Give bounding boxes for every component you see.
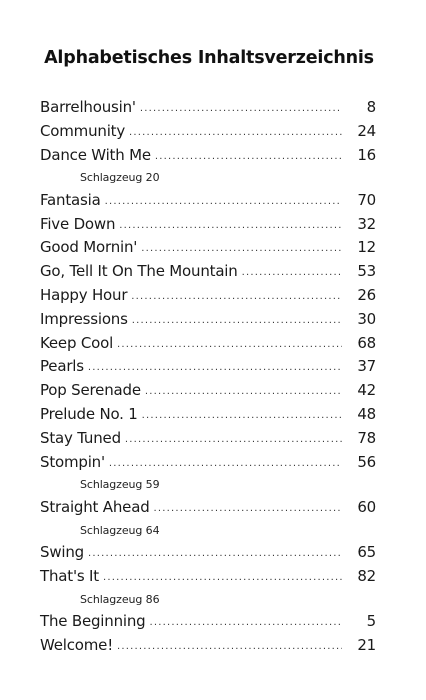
- dot-leader: [119, 214, 342, 238]
- toc-entry-title: Go, Tell It On The Mountain: [40, 262, 238, 281]
- dot-leader: [117, 333, 342, 357]
- toc-entry-title: Prelude No. 1: [40, 405, 138, 424]
- toc-entry-page-number: 26: [357, 286, 376, 305]
- toc-entry-title: Community: [40, 121, 126, 140]
- toc-entry-title: The Beginning: [40, 612, 146, 631]
- toc-entry-page-number: 53: [357, 262, 376, 281]
- toc-entry-page-number: 21: [357, 636, 376, 655]
- toc-entry: [40, 260, 376, 284]
- toc-entry: [40, 541, 376, 565]
- page-title: Alphabetisches Inhaltsverzeichnis: [44, 48, 374, 68]
- toc-entry-page-number: 16: [357, 145, 376, 164]
- toc-entry: [40, 427, 376, 451]
- toc-entry: [40, 634, 376, 658]
- dot-leader: [154, 497, 342, 521]
- toc-entry-page-number: 5: [366, 612, 376, 631]
- toc-entry-page-number: 48: [357, 405, 376, 424]
- dot-leader: [242, 261, 342, 285]
- toc-entry: [40, 236, 376, 260]
- toc-entry-page-number: 70: [357, 190, 376, 209]
- toc-entry-page-number: 37: [357, 357, 376, 376]
- toc-entry: [40, 451, 376, 475]
- toc-entry-page-number: 60: [357, 497, 376, 516]
- toc-entry-page-number: 32: [357, 214, 376, 233]
- toc-entry: [40, 379, 376, 403]
- toc-entry: [40, 96, 376, 120]
- table-of-contents: [40, 96, 376, 658]
- toc-entry-page-number: 8: [366, 98, 376, 116]
- toc-entry: [40, 213, 376, 237]
- toc-entry-title: Straight Ahead: [40, 497, 150, 516]
- toc-entry: [40, 610, 376, 634]
- toc-entry-page-number: 12: [357, 238, 376, 257]
- toc-entry: [40, 308, 376, 332]
- toc-sub-entry: Schlagzeug 86: [80, 592, 160, 606]
- toc-entry-page-number: 78: [357, 428, 376, 447]
- toc-entry-title: That's It: [40, 567, 99, 586]
- toc-entry-title: Pop Serenade: [40, 381, 141, 400]
- toc-entry-page-number: 68: [357, 333, 376, 352]
- toc-entry-title: Impressions: [40, 309, 128, 328]
- toc-entry: [40, 565, 376, 589]
- dot-leader: [140, 97, 342, 121]
- toc-sub-entry: Schlagzeug 20: [80, 171, 160, 185]
- dot-leader: [103, 566, 342, 590]
- dot-leader: [105, 190, 342, 214]
- toc-entry: [40, 403, 376, 427]
- dot-leader: [131, 285, 342, 309]
- toc-entry-page-number: 82: [357, 567, 376, 586]
- toc-entry: [40, 284, 376, 308]
- toc-entry: [40, 144, 376, 168]
- dot-leader: [109, 452, 342, 476]
- toc-entry: [40, 189, 376, 213]
- toc-entry-title: Welcome!: [40, 636, 114, 655]
- dot-leader: [142, 404, 342, 428]
- dot-leader: [132, 309, 342, 333]
- toc-entry-page-number: 56: [357, 452, 376, 471]
- toc-entry-title: Five Down: [40, 214, 116, 233]
- toc-entry-title: Barrelhousin': [40, 98, 136, 116]
- toc-sub-entry: Schlagzeug 64: [80, 523, 160, 537]
- toc-entry: [40, 332, 376, 356]
- toc-entry-title: Good Mornin': [40, 238, 138, 257]
- dot-leader: [141, 237, 342, 261]
- toc-entry: [40, 120, 376, 144]
- dot-leader: [117, 635, 342, 659]
- toc-entry-page-number: 65: [357, 543, 376, 562]
- toc-sub-entry: Schlagzeug 59: [80, 478, 160, 492]
- dot-leader: [129, 121, 342, 145]
- toc-entry-title: Pearls: [40, 357, 84, 376]
- toc-entry: [40, 355, 376, 379]
- toc-entry-title: Dance With Me: [40, 145, 151, 164]
- toc-entry-title: Stay Tuned: [40, 428, 121, 447]
- toc-entry-title: Happy Hour: [40, 286, 128, 305]
- toc-entry-page-number: 30: [357, 309, 376, 328]
- dot-leader: [145, 380, 342, 404]
- dot-leader: [155, 145, 342, 169]
- toc-entry-page-number: 24: [357, 121, 376, 140]
- toc-entry: [40, 496, 376, 520]
- dot-leader: [125, 428, 342, 452]
- toc-entry-title: Stompin': [40, 452, 105, 471]
- dot-leader: [88, 542, 342, 566]
- toc-entry-title: Swing: [40, 543, 84, 562]
- dot-leader: [149, 611, 342, 635]
- toc-entry-title: Fantasia: [40, 190, 101, 209]
- toc-entry-title: Keep Cool: [40, 333, 114, 352]
- toc-entry-page-number: 42: [357, 381, 376, 400]
- dot-leader: [88, 356, 342, 380]
